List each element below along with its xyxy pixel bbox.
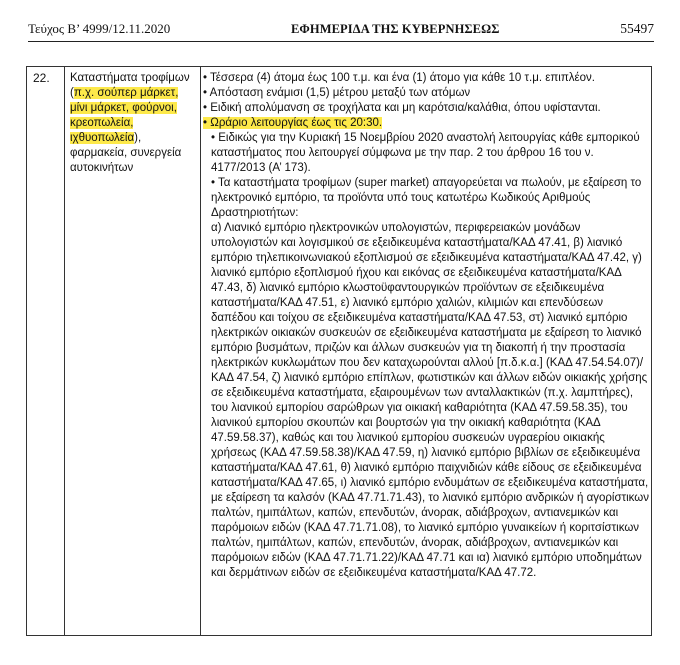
category-text: Καταστήματα τροφίμων ( — [70, 72, 190, 99]
hours-highlight: • Ωράριο λειτουργίας έως τις 20:30. — [203, 117, 383, 129]
page-header — [28, 18, 654, 40]
category-text-end: ), φαρμακεία, συνεργεία αυτοκινήτων — [70, 132, 182, 174]
product-list: α) Λιανικό εμπόριο ηλεκτρονικών υπολογιστών, περιφερειακών μονάδων υπολογιστών και λογισμικού σε εξειδικευμένα καταστήματα/ΚΑΔ 47.41, β) λιανικό εμπόριο τηλεπικοινωνιακού εξοπλισμού σε εξειδικευμένα καταστήματα/ΚΑΔ 47.42, γ) λιανικό εμπόριο εξοπλισμού ήχου και εικόνας σε εξειδικευμένα καταστήματα/ΚΑΔ 47.43, δ) λιανικό εμπόριο κλωστοϋφαντουργικών προϊόντων σε εξειδικευμένα καταστήματα/ΚΑΔ 47.51, ε) λιανικό εμπόριο χαλιών, κιλιμιών και επενδύσεων δαπέδου και τοίχου σε εξειδικευμένα καταστήματα/ΚΑΔ 47.53, στ) λιανικό εμπόριο ηλεκτρικών οικιακών συσκευών σε εξειδικευμένα καταστήματα με εξαίρεση το λιανικό εμπόριο βυσμάτων, πριζών και άλλων συσκευών για τη διακοπή ή την προστασία ηλεκτρικών κυκλωμάτων που δεν καταχωρούνται αλλού [π.δ.κ.α.] (ΚΑΔ 47.54.54.07)/ΚΑΔ 47.54, ζ) λιανικό εμπόριο επίπλων, φωτιστικών και άλλων ειδών οικιακής χρήσης σε εξειδικευμένα καταστήματα, εξαιρουμένων των ανταλλακτικών (π.χ. λαμπτήρες), του λιανικού εμπορίου σαρώθρων για οικιακή καθαριότητα (ΚΑΔ 47.59.58.35), του λιανικού εμπορίου σκουπών και βουρτσών για την οικιακή καθαριότητα (ΚΑΔ 47.59.58.37), καθώς και του λιανικού εμπορίου συσκευών υγραερίου οικιακής χρήσεως (ΚΑΔ 47.59.58.38)/ΚΑΔ 47.59, η) λιανικό εμπόριο βιβλίων σε εξειδικευμένα καταστήματα/ΚΑΔ 47.61, θ) λιανικό εμπόριο παιχνιδιών κάθε είδους σε εξειδικευμένα καταστήματα/ΚΑΔ 47.65, ι) λιανικό εμπόριο ενδυμάτων σε εξειδικευμένα καταστήματα, με εξαίρεση τα καλσόν (ΚΑΔ 47.71.71.43), το λιανικό εμπόριο ανδρικών ή αγορίστικων παλτών, ημιπάλτων, καπών, επενδυτών, άνορακ, αδιάβροχων, αντιανεμικών και παρόμοιων ειδών (ΚΑΔ 47.71.71.08), το λιανικό εμπόριο γυναικείων ή κοριτσίστικων παλτών, ημιπάλτων, καπών, επενδυτών, άνορακ, αδιάβροχων, αντιανεμικών και παρόμοιων ειδών (ΚΑΔ 47.71.71.22)/ΚΑΔ 47.71 και ια) λιανικό εμπόριο υποδημάτων και δερμάτινων ειδών σε εξειδικευμένα καταστήματα/ΚΑΔ 47.72. — [211, 222, 649, 579]
measure-item: • Τα καταστήματα τροφίμων (super market) απαγορεύεται να πωλούν, με εξαίρεση το ηλεκτρονικό εμπόριο, τα προϊόντα υπό τους κατωτέρω Κωδικούς Αριθμούς Δραστηριοτήτων: — [211, 177, 642, 219]
row-number: 22. — [33, 71, 50, 85]
regulation-table — [26, 66, 652, 636]
column-divider — [200, 67, 201, 635]
measure-item: • Ειδικώς για την Κυριακή 15 Νοεμβρίου 2020 αναστολή λειτουργίας κάθε εμπορικού καταστήματος που λειτουργεί σύμφωνα με την παρ. 2 του άρθρου 16 του ν. 4177/2013 (Α’ 173). — [211, 132, 640, 174]
category-highlight: π.χ. σούπερ μάρκετ, μίνι μάρκετ, φούρνοι, κρεοπωλεία, ιχθυοπωλεία — [70, 87, 179, 144]
measures-cell — [203, 71, 649, 581]
header-rule — [28, 41, 654, 42]
page-number: 55497 — [620, 21, 654, 36]
measure-item: • Ειδική απολύμανση σε τροχήλατα και μη καρότσια/καλάθια, όπου υφίστανται. — [203, 102, 601, 114]
measure-item: • Τέσσερα (4) άτομα έως 100 τ.μ. και ένα (1) άτομο για κάθε 10 τ.μ. επιπλέον. — [203, 72, 595, 84]
column-divider — [64, 67, 65, 635]
gazette-title: ΕΦΗΜΕΡΙΔΑ ΤΗΣ ΚΥΒΕΡΝΗΣΕΩΣ — [291, 21, 500, 36]
measure-item: • Απόσταση ενάμισι (1,5) μέτρου μεταξύ των ατόμων — [203, 87, 471, 99]
category-cell — [70, 71, 198, 176]
issue-number: Τεύχος Β’ 4999/12.11.2020 — [28, 21, 171, 36]
measure-item — [203, 116, 649, 131]
